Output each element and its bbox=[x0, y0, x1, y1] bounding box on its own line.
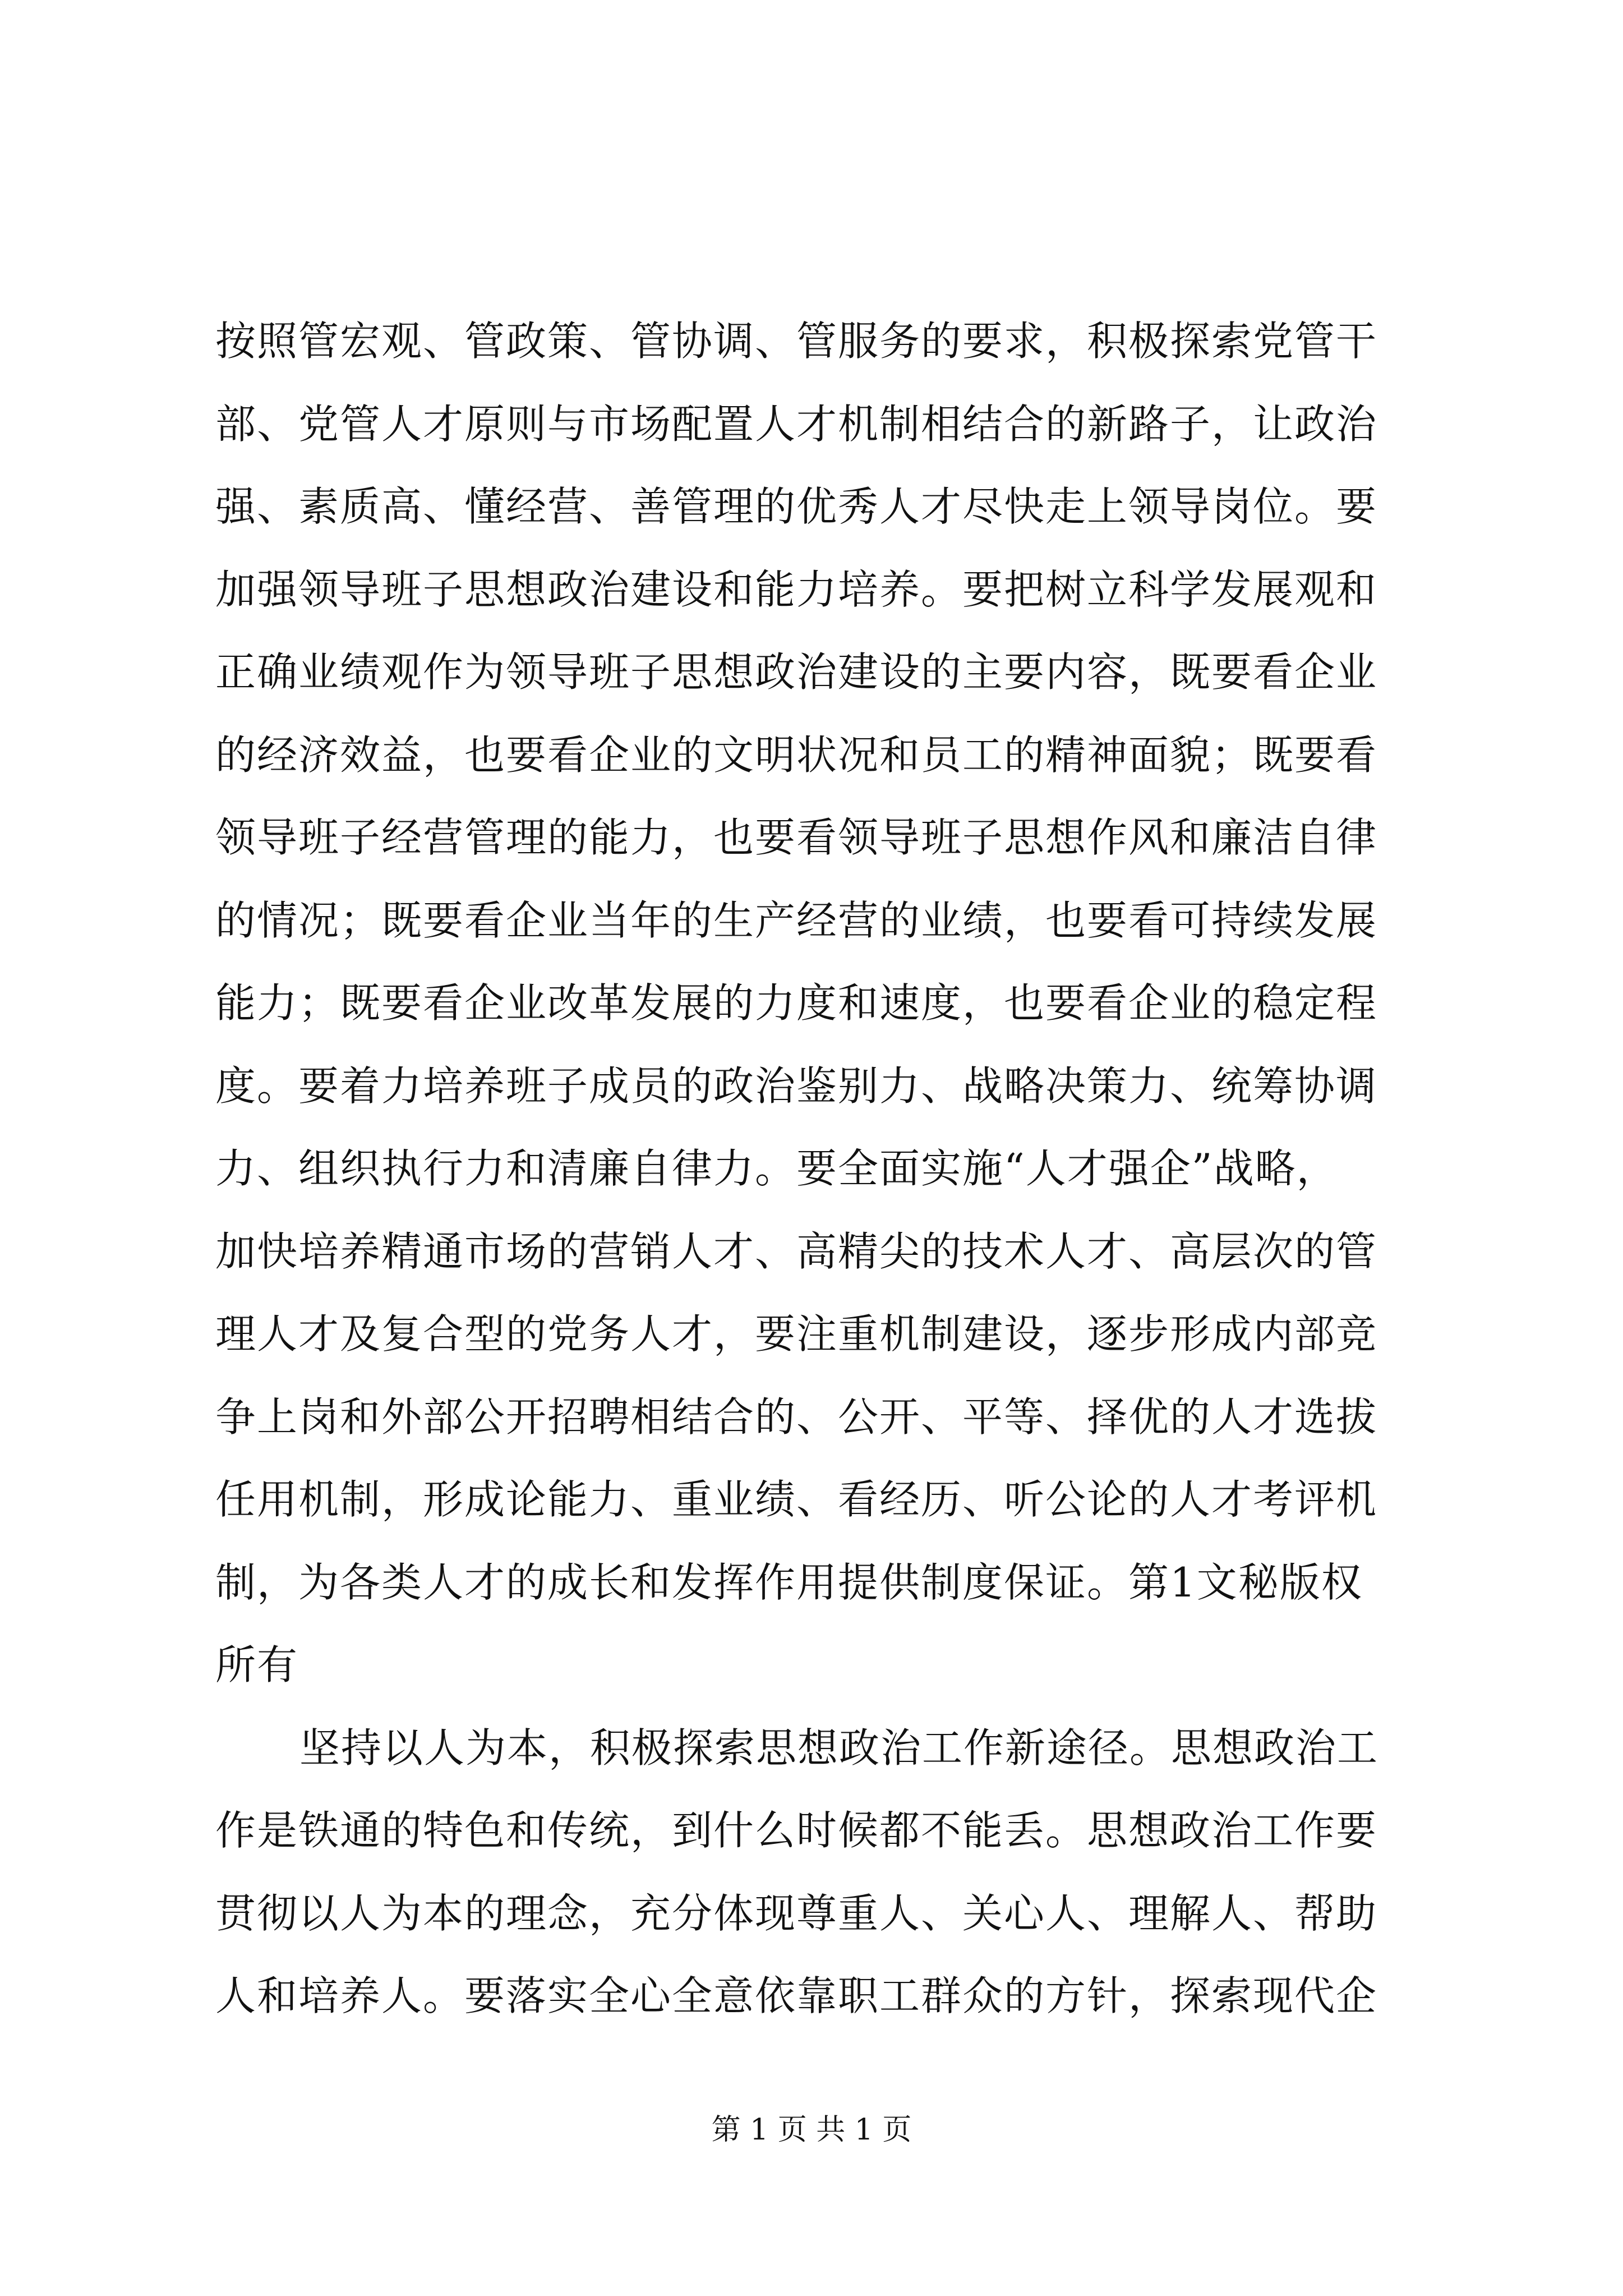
document-body bbox=[215, 300, 1421, 2038]
text-line: 部、党管人才原则与市场配置人才机制相结合的新路子，让政治 bbox=[215, 400, 1378, 448]
text-line: 坚持以人为本，积极探索思想政治工作新途径。思想政治工 bbox=[299, 1724, 1379, 1772]
text-line: 制，为各类人才的成长和发挥作用提供制度保证。第1文秘版权 bbox=[215, 1558, 1363, 1606]
text-line: 力、组织执行力和清廉自律力。要全面实施“人才强企”战略， bbox=[215, 1145, 1338, 1192]
text-line: 按照管宏观、管政策、管协调、管服务的要求，积极探索党管干 bbox=[215, 318, 1378, 365]
text-line: 的情况；既要看企业当年的生产经营的业绩，也要看可持续发展 bbox=[215, 896, 1378, 944]
text-line: 强、素质高、懂经营、善管理的优秀人才尽快走上领导岗位。要 bbox=[215, 483, 1378, 530]
paragraph-2 bbox=[215, 1707, 1421, 2038]
text-line: 度。要着力培养班子成员的政治鉴别力、战略决策力、统筹协调 bbox=[215, 1062, 1378, 1110]
paragraph-1 bbox=[215, 300, 1421, 1707]
text-line: 理人才及复合型的党务人才，要注重机制建设，逐步形成内部竞 bbox=[215, 1310, 1378, 1358]
text-line: 作是铁通的特色和传统，到什么时候都不能丢。思想政治工作要 bbox=[215, 1807, 1378, 1854]
text-line: 能力；既要看企业改革发展的力度和速度，也要看企业的稳定程 bbox=[215, 979, 1378, 1027]
text-line: 所有 bbox=[215, 1641, 299, 1688]
page-number: 第 1 页 共 1 页 bbox=[711, 2113, 912, 2147]
text-line: 加快培养精通市场的营销人才、高精尖的技术人才、高层次的管 bbox=[215, 1227, 1378, 1275]
text-line: 加强领导班子思想政治建设和能力培养。要把树立科学发展观和 bbox=[215, 565, 1378, 613]
text-line: 正确业绩观作为领导班子思想政治建设的主要内容，既要看企业 bbox=[215, 648, 1378, 696]
text-line: 的经济效益，也要看企业的文明状况和员工的精神面貌；既要看 bbox=[215, 731, 1378, 779]
text-line: 任用机制，形成论能力、重业绩、看经历、听公论的人才考评机 bbox=[215, 1476, 1378, 1523]
text-line: 领导班子经营管理的能力，也要看领导班子思想作风和廉洁自律 bbox=[215, 814, 1378, 861]
page-footer bbox=[0, 2110, 1623, 2150]
text-line: 人和培养人。要落实全心全意依靠职工群众的方针，探索现代企 bbox=[215, 1972, 1378, 2019]
text-line: 争上岗和外部公开招聘相结合的、公开、平等、择优的人才选拔 bbox=[215, 1393, 1378, 1441]
text-line: 贯彻以人为本的理念，充分体现尊重人、关心人、理解人、帮助 bbox=[215, 1889, 1378, 1937]
